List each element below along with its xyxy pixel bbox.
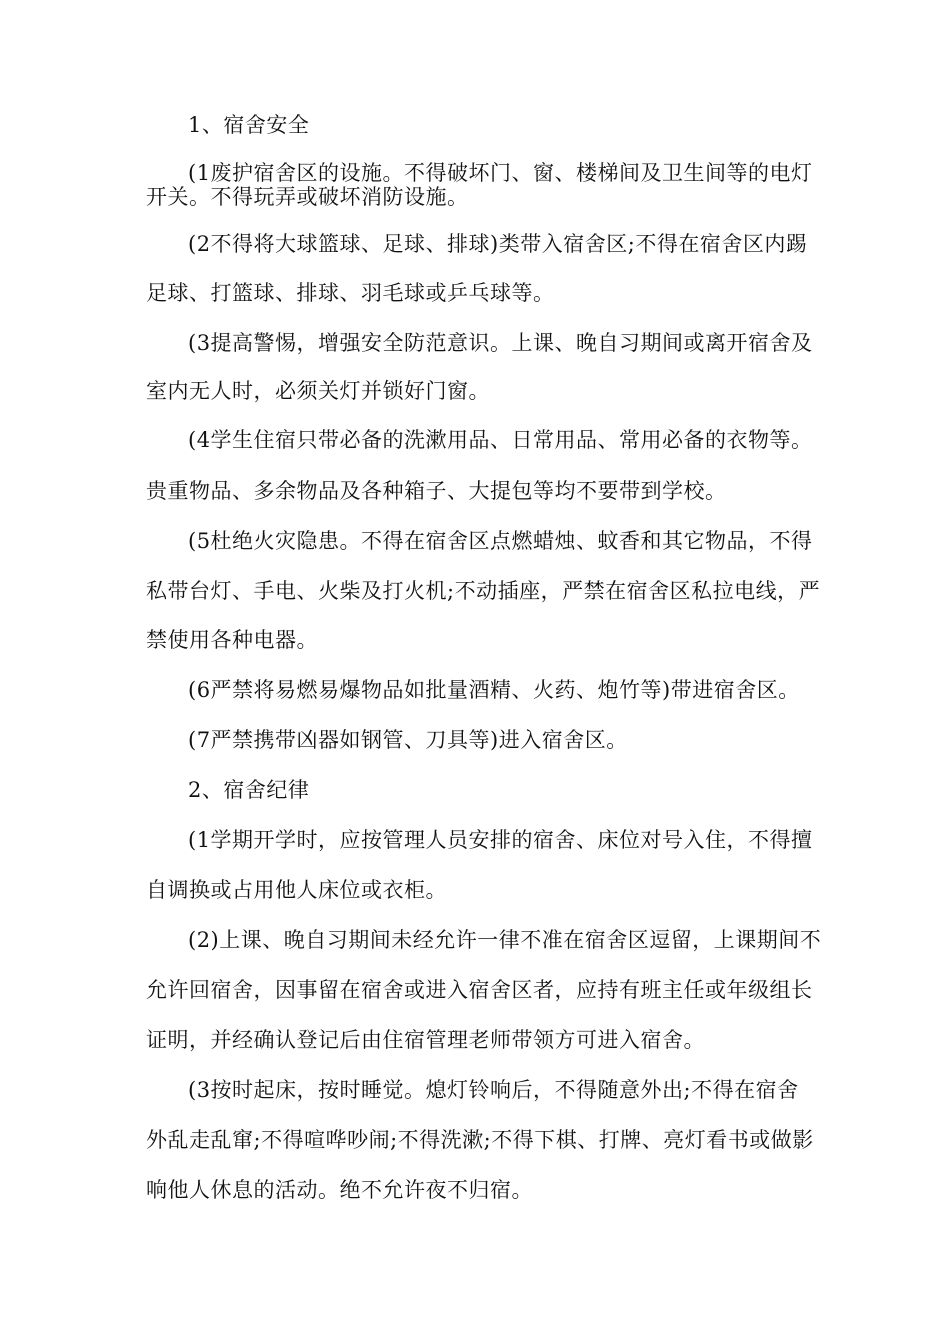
paragraph-line: (3提高警惕，增强安全防范意识。上课、晚自习期间或离开宿舍及: [188, 331, 813, 355]
paragraph-line: 响他人休息的活动。绝不允许夜不归宿。: [146, 1178, 533, 1202]
paragraph-line: (5杜绝火灾隐患。不得在宿舍区点燃蜡烛、蚊香和其它物品，不得: [188, 529, 813, 553]
paragraph-line: (2)上课、晚自习期间未经允许一律不准在宿舍区逗留，上课期间不: [188, 928, 822, 952]
paragraph-line: 证明，并经确认登记后由住宿管理老师带领方可进入宿舍。: [146, 1028, 705, 1052]
paragraph-line: 自调换或占用他人床位或衣柜。: [146, 878, 447, 902]
section-heading-dorm-discipline: 2、宿舍纪律: [188, 778, 310, 802]
paragraph-line: (2不得将大球篮球、足球、排球)类带入宿舍区;不得在宿舍区内踢: [188, 232, 808, 256]
paragraph-line: 外乱走乱窜;不得喧哗吵闹;不得洗漱;不得下棋、打牌、亮灯看书或做影: [146, 1128, 814, 1152]
paragraph-line: 私带台灯、手电、火柴及打火机;不动插座，严禁在宿舍区私拉电线，严: [146, 579, 821, 603]
paragraph-line: (3按时起床，按时睡觉。熄灯铃响后，不得随意外出;不得在宿舍: [188, 1078, 799, 1102]
paragraph-line: 允许回宿舍，因事留在宿舍或进入宿舍区者，应持有班主任或年级组长: [146, 978, 813, 1002]
paragraph-line: 室内无人时，必须关灯并锁好门窗。: [146, 379, 490, 403]
paragraph-line: 开关。不得玩弄或破坏消防设施。: [146, 185, 469, 209]
paragraph-line: (1废护宿舍区的设施。不得破坏门、窗、楼梯间及卫生间等的电灯: [188, 161, 813, 185]
paragraph-line: (4学生住宿只带必备的洗漱用品、日常用品、常用必备的衣物等。: [188, 428, 813, 452]
paragraph-line: (6严禁将易燃易爆物品如批量酒精、火药、炮竹等)带进宿舍区。: [188, 678, 800, 702]
paragraph-line: (7严禁携带凶器如钢管、刀具等)进入宿舍区。: [188, 728, 628, 752]
paragraph-line: 贵重物品、多余物品及各种箱子、大提包等均不要带到学校。: [146, 479, 727, 503]
paragraph-line: 禁使用各种电器。: [146, 628, 318, 652]
section-heading-dorm-safety: 1、宿舍安全: [188, 113, 310, 137]
paragraph-line: 足球、打篮球、排球、羽毛球或乒乓球等。: [146, 281, 555, 305]
paragraph-line: (1学期开学时，应按管理人员安排的宿舍、床位对号入住，不得擅: [188, 828, 813, 852]
